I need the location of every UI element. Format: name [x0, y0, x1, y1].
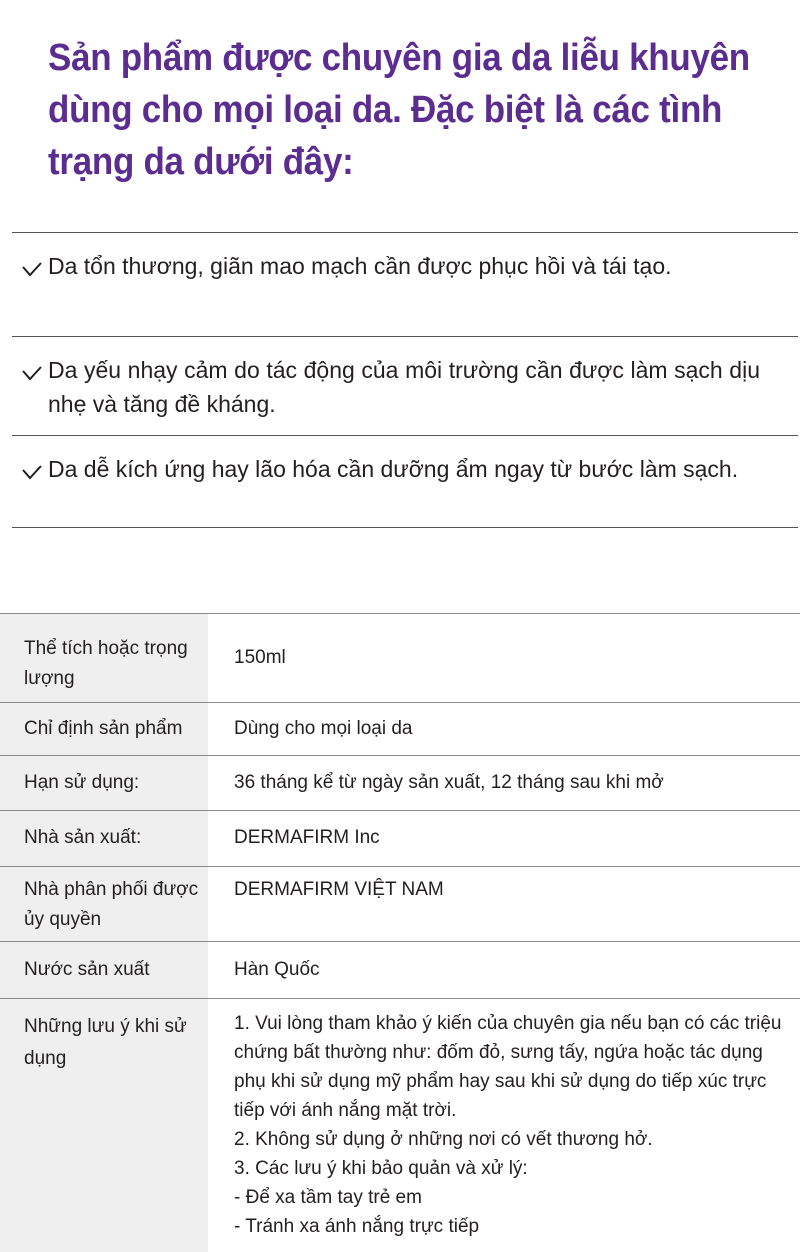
precaution-line: - Để xa tầm tay trẻ em: [234, 1187, 422, 1208]
precaution-line: 1. Vui lòng tham khảo ý kiến của chuyên gia nếu bạn có các triệu chứng bất thường như: đốm đỏ, sưng tấy, ngứa hoặc tác dụng phụ khi sử dụng mỹ phẩm hay sau khi sử dụng do tiếp xúc trực tiếp với ánh nắng mặt trời.: [234, 1013, 782, 1121]
table-row: [0, 810, 800, 866]
spec-value-manufacturer: DERMAFIRM Inc: [234, 827, 380, 848]
spec-label-origin: Nước sản xuất: [0, 942, 208, 998]
table-row: [0, 941, 800, 998]
table-row: [0, 613, 800, 702]
list-item: [12, 435, 798, 528]
checkmark-icon: [20, 362, 44, 384]
precaution-line: - Tránh xa ánh nắng trực tiếp: [234, 1216, 480, 1237]
page-headline: Sản phẩm được chuyên gia da liễu khuyên dùng cho mọi loại da. Đặc biệt là các tình trạng da dưới đây:: [48, 37, 750, 183]
spec-value-volume: 150ml: [234, 647, 286, 668]
spec-label-manufacturer: Nhà sản xuất:: [0, 811, 208, 866]
product-spec-table: [0, 613, 800, 1252]
precaution-line: 2. Không sử dụng ở những nơi có vết thương hở.: [234, 1129, 653, 1150]
spec-label-indication: Chỉ định sản phẩm: [0, 703, 208, 755]
list-item: [12, 232, 798, 336]
condition-text: Da tổn thương, giãn mao mạch cần được phục hồi và tái tạo.: [48, 253, 672, 279]
skin-condition-list: [12, 232, 798, 528]
condition-text: Da dễ kích ứng hay lão hóa cần dưỡng ẩm ngay từ bước làm sạch.: [48, 456, 739, 482]
spec-value-expiry: 36 tháng kể từ ngày sản xuất, 12 tháng sau khi mở: [234, 772, 664, 793]
spec-label-distributor: Nhà phân phối được ủy quyền: [0, 867, 208, 941]
checkmark-icon: [20, 461, 44, 483]
spec-value-distributor: DERMAFIRM VIỆT NAM: [234, 879, 444, 900]
table-row: [0, 755, 800, 810]
condition-text: Da yếu nhạy cảm do tác động của môi trường cần được làm sạch dịu nhẹ và tăng đề kháng.: [48, 357, 760, 417]
table-row: [0, 866, 800, 941]
spec-label-precautions: Những lưu ý khi sử dụng: [0, 999, 208, 1252]
spec-label-volume: Thể tích hoặc trọng lượng: [0, 614, 208, 702]
spec-value-indication: Dùng cho mọi loại da: [234, 718, 413, 739]
spec-value-precautions: [208, 999, 800, 1252]
precaution-line: 3. Các lưu ý khi bảo quản và xử lý:: [234, 1158, 528, 1179]
table-row: [0, 998, 800, 1252]
table-row: [0, 702, 800, 755]
list-item: [12, 336, 798, 435]
checkmark-icon: [20, 258, 44, 280]
spec-label-expiry: Hạn sử dụng:: [0, 756, 208, 810]
spec-value-origin: Hàn Quốc: [234, 959, 320, 980]
